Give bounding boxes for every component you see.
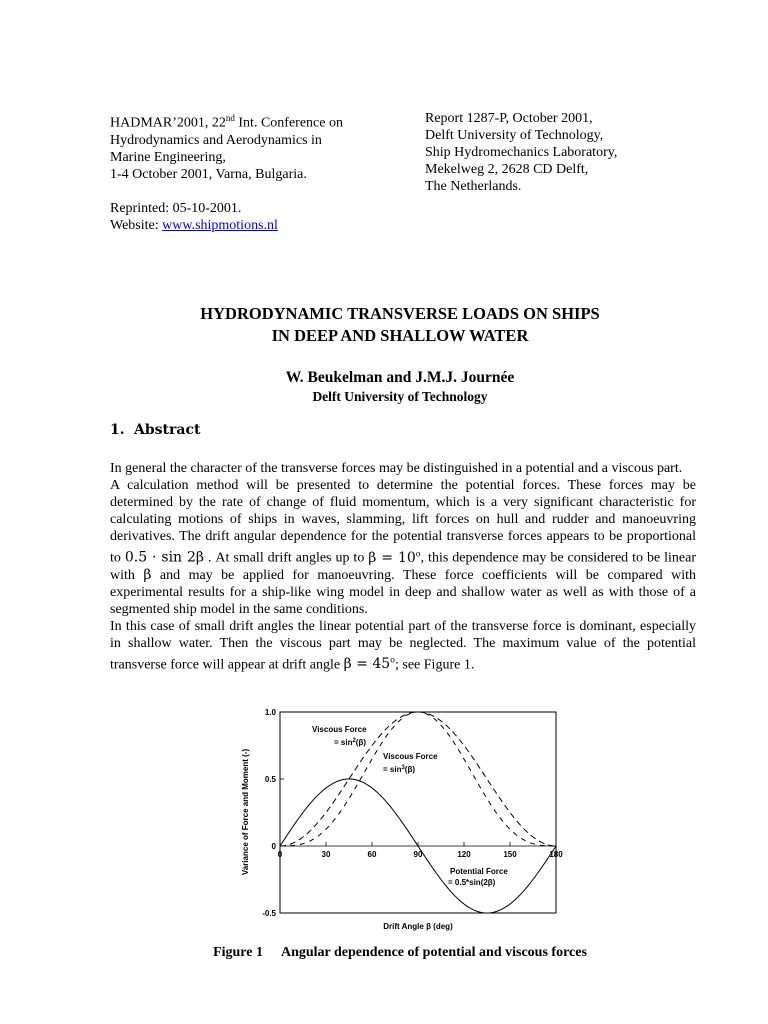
- annotation-viscous-sin3-line1: Viscous Force: [383, 752, 438, 761]
- abstract-body: [110, 460, 696, 673]
- y-tick-label: 0: [271, 842, 276, 851]
- title-line-1: HYDRODYNAMIC TRANSVERSE LOADS ON SHIPS: [200, 304, 600, 323]
- x-tick-label: 150: [503, 850, 517, 859]
- y-axis-label: Variance of Force and Moment (-): [241, 748, 250, 876]
- report-line-1: Report 1287-P, October 2001,: [425, 111, 593, 126]
- formula-beta: β: [143, 566, 152, 583]
- report-line-3: Ship Hydromechanics Laboratory,: [425, 145, 618, 160]
- section-title: Abstract: [134, 422, 201, 438]
- plot-frame: [277, 712, 556, 913]
- section-heading: [110, 422, 200, 438]
- website-link[interactable]: www.shipmotions.nl: [162, 217, 278, 233]
- affiliation: Delft University of Technology: [312, 389, 488, 404]
- x-tick-label: 0: [277, 850, 283, 859]
- figure-caption-text: Angular dependence of potential and viscous forces: [280, 945, 587, 960]
- annotation-viscous-sin3-line2: = $\sin^3(\beta)$: [383, 765, 416, 774]
- annotation-viscous-sin2-line2: = $\sin^2(\beta)$: [334, 738, 367, 747]
- conference-line-4: 1-4 October 2001, Varna, Bulgaria.: [110, 166, 307, 182]
- annotation-viscous-sin2-line1: Viscous Force: [312, 725, 367, 734]
- x-axis-label: Drift Angle β (deg): [383, 922, 453, 931]
- report-line-5: The Netherlands.: [425, 179, 522, 194]
- x-tick-label: 60: [367, 850, 377, 859]
- section-number: 1.: [110, 422, 125, 438]
- paper-title: [0, 303, 768, 347]
- annotation-potential-line2: = 0.5*sin(2β): [448, 878, 496, 887]
- y-tick-label: -0.5: [262, 909, 276, 918]
- x-tick-label: 120: [457, 850, 471, 859]
- abstract-paragraph-3: In this case of small drift angles the linear potential part of the transverse force is dominant, especially in shallow water. Then the viscous part may be neglected. The maximum value of the potential transverse force will appear at drift angle $\beta = 45^o$; see Figure 1.: [110, 618, 696, 673]
- conference-line-1: HADMAR’2001, 22nd Int. Conference on: [110, 113, 343, 131]
- authors: W. Beukelman and J.M.J. Journée: [285, 369, 515, 386]
- formula-max-angle: $\beta = 45^o$: [343, 655, 395, 673]
- header-left: [110, 110, 343, 234]
- website-line: Website: www.shipmotions.nl: [110, 217, 278, 233]
- x-tick-label: 30: [321, 850, 331, 859]
- formula-potential: 0.5 · sin 2β: [124, 549, 204, 566]
- x-tick-label: 90: [413, 850, 423, 859]
- x-tick-label: 180: [549, 850, 563, 859]
- formula-small-angle: $\beta = 10^o$: [368, 549, 421, 566]
- abstract-paragraph-2: A calculation method will be presented to determine the potential forces. These forces may be determined by the rate of change of fluid momentum, which is a very significant characteristic for calculating motions of ships in waves, slamming, lift forces on hull and rudder and manoeuvring derivatives. The drift angular dependence for the potential transverse forces appears to be proportional to 0.5 · sin 2β . At small drift angles up to $\beta = 10^o$, this dependence may be considered to be linear with β and may be applied for manoeuvring. These force coefficients will be compared with experimental results for a ship-like wing model in deep and shallow water as well as with those of a segmented ship model in the same conditions.: [110, 478, 697, 617]
- figure-caption-label: Figure 1: [213, 945, 263, 960]
- figure-1-chart: [234, 706, 574, 938]
- report-line-4: Mekelweg 2, 2628 CD Delft,: [425, 162, 589, 177]
- title-line-2: IN DEEP AND SHALLOW WATER: [271, 326, 529, 345]
- y-tick-label: 1.0: [264, 708, 276, 717]
- conference-line-3: Marine Engineering,: [110, 149, 226, 165]
- header-right: [425, 110, 617, 195]
- conference-line-2: Hydrodynamics and Aerodynamics in: [110, 132, 322, 148]
- figure-caption: [0, 945, 768, 961]
- chart-svg: [234, 706, 574, 938]
- annotation-potential-line1: Potential Force: [450, 867, 508, 876]
- y-tick-label: 0.5: [264, 775, 276, 784]
- abstract-paragraph-1: In general the character of the transverse forces may be distinguished in a potential and a viscous part.: [110, 461, 683, 476]
- report-line-2: Delft University of Technology,: [425, 128, 604, 143]
- reprinted-date: Reprinted: 05-10-2001.: [110, 200, 242, 216]
